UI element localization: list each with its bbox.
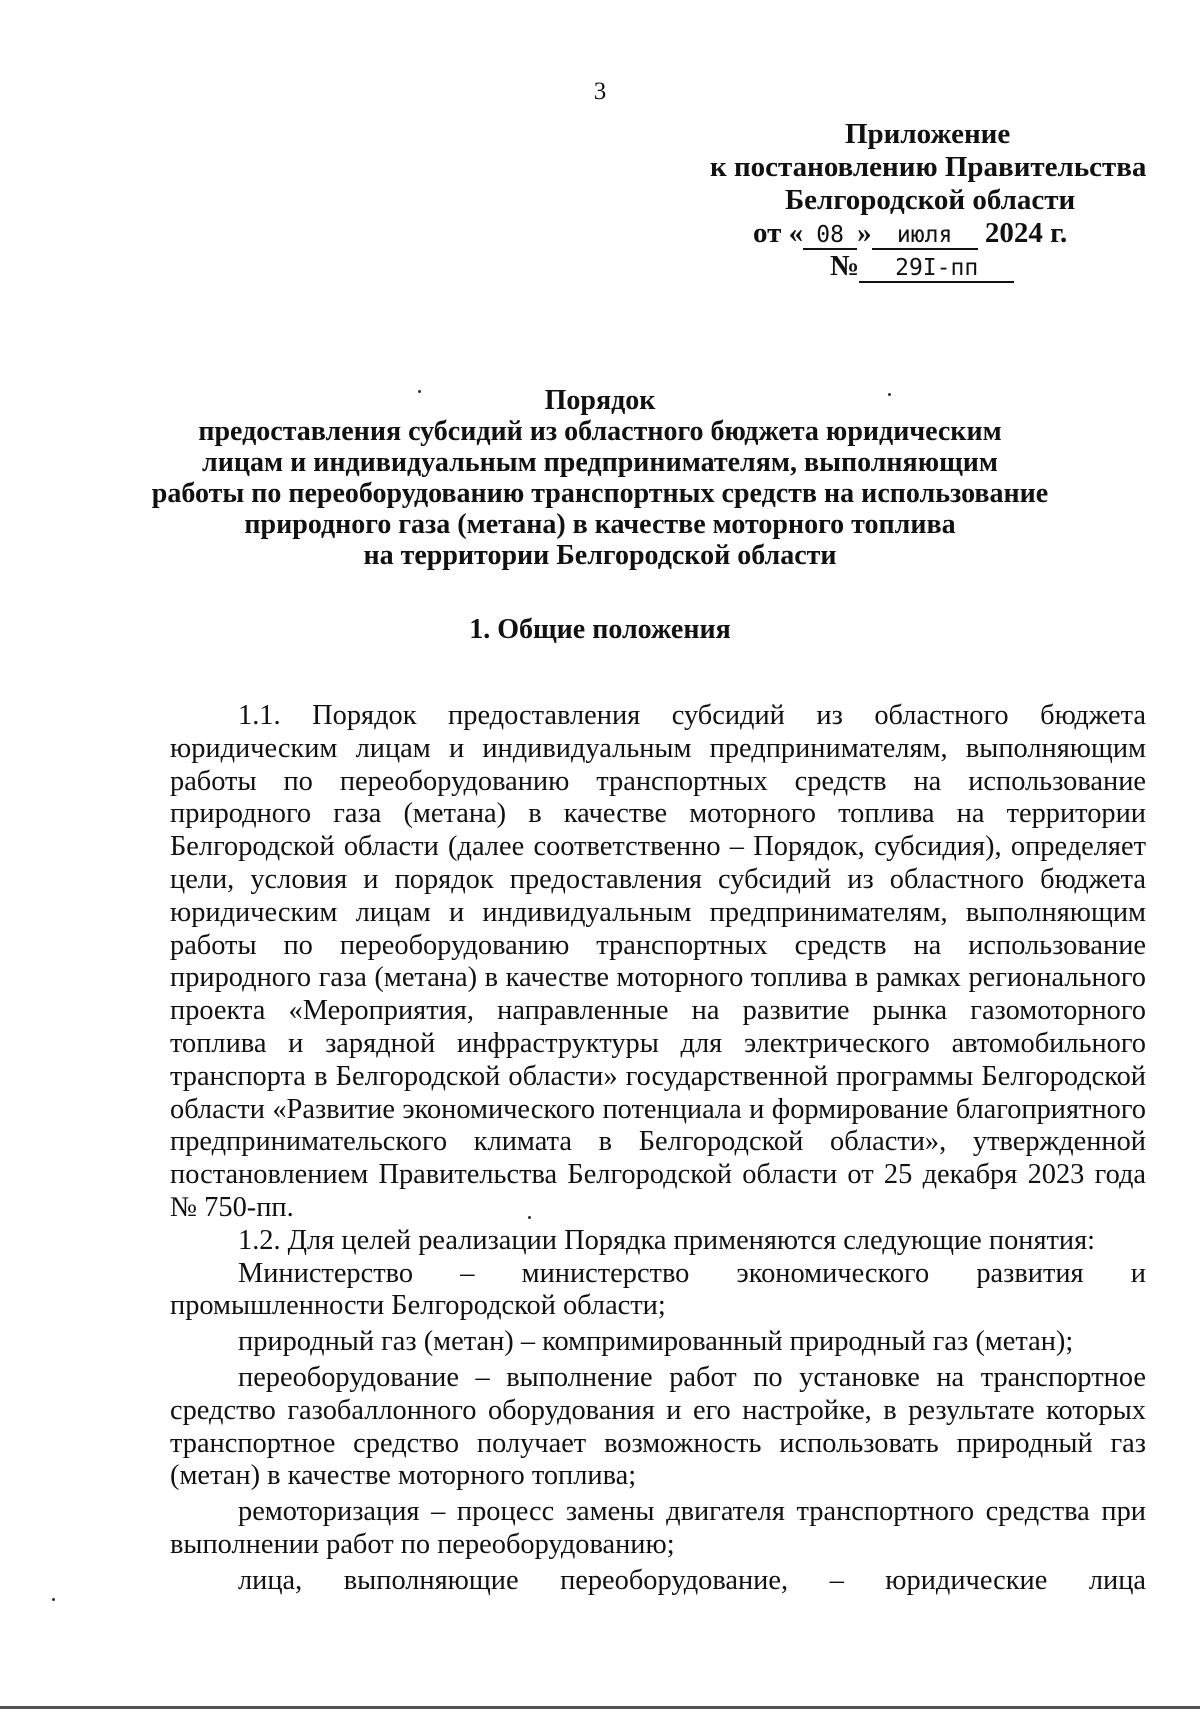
document-title xyxy=(150,385,1050,571)
approval-stamp-block xyxy=(680,118,1180,283)
title-line-6: на территории Белгородской области xyxy=(363,540,837,571)
scan-speck xyxy=(418,390,421,393)
number-field: 29I-пп xyxy=(859,255,1014,283)
title-line-4: работы по переоборудованию транспортных средств на использование xyxy=(151,478,1049,509)
date-prefix: от « xyxy=(753,217,804,249)
approval-line-appendix: Приложение xyxy=(845,118,1011,150)
section-heading-general: 1. Общие положения xyxy=(469,614,731,645)
date-year: 2024 г. xyxy=(984,217,1068,249)
date-day-field: 08 xyxy=(803,222,857,250)
scan-speck xyxy=(52,1598,55,1601)
title-line-5: природного газа (метана) в качестве моторного топлива xyxy=(244,509,956,540)
approval-number-line xyxy=(680,250,1180,283)
scan-bottom-edge xyxy=(0,1706,1200,1709)
scan-speck xyxy=(888,393,891,396)
page-number: 3 xyxy=(593,78,607,105)
approval-line-region: Белгородской области xyxy=(785,184,1076,216)
definition-natural-gas: природный газ (метан) – компримированный природный газ (метан); xyxy=(238,1326,1074,1358)
title-line-3: лицам и индивидуальным предпринимателям, выполняющим xyxy=(202,447,998,478)
definition-ministry: Министерство – министерство экономического развития и промышленности Белгородской области; xyxy=(170,1257,1146,1322)
date-mid: » xyxy=(857,217,872,249)
number-label: № xyxy=(830,250,860,282)
document-body xyxy=(170,700,1146,1598)
paragraph-1-2: 1.2. Для целей реализации Порядка применяются следующие понятия: xyxy=(238,1224,1096,1256)
definition-remotorization: ремоторизация – процесс замены двигателя транспортного средства при выполнении работ по переоборудованию; xyxy=(170,1496,1146,1560)
approval-date-line xyxy=(680,217,1180,250)
title-line-1: Порядок xyxy=(544,385,656,416)
definition-performers: лица, выполняющие переоборудование, – юридические лица xyxy=(238,1564,1146,1596)
definition-conversion: переоборудование – выполнение работ по установке на транспортное средство газобаллонного оборудования и его настройке, в результате которых транспортное средство получает возможность использовать природный газ (метан) в качестве моторного топлива; xyxy=(170,1361,1146,1492)
title-line-2: предоставления субсидий из областного бюджета юридическим xyxy=(198,416,1002,447)
scan-speck xyxy=(528,1216,531,1219)
approval-line-resolution: к постановлению Правительства xyxy=(710,151,1147,183)
paragraph-1-1: 1.1. Порядок предоставления субсидий из областного бюджета юридическим лицам и индивидуальным предпринимателям, выполняющим работы по переоборудованию транспортных средств на использование природного газа (метана) в качестве моторного топлива на территории Белгородской области (далее соответственно – Порядок, субсидия), определяет цели, условия и порядок предоставления субсидий из областного бюджета юридическим лицам и индивидуальным предпринимателям, выполняющим работы по переоборудованию транспортных средств на использование природного газа (метана) в качестве моторного топлива в рамках регионального проекта «Мероприятия, направленные на развитие рынка газомоторного топлива и зарядной инфраструктуры для электрического автомобильного транспорта в Белгородской области» государственной программы Белгородской области «Развитие экономического потенциала и формирование благоприятного предпринимательского климата в Белгородской области», утвержденной постановлением Правительства Белгородской области от 25 декабря 2023 года № 750-пп. xyxy=(170,700,1146,1223)
date-month-field: июля xyxy=(872,222,978,250)
